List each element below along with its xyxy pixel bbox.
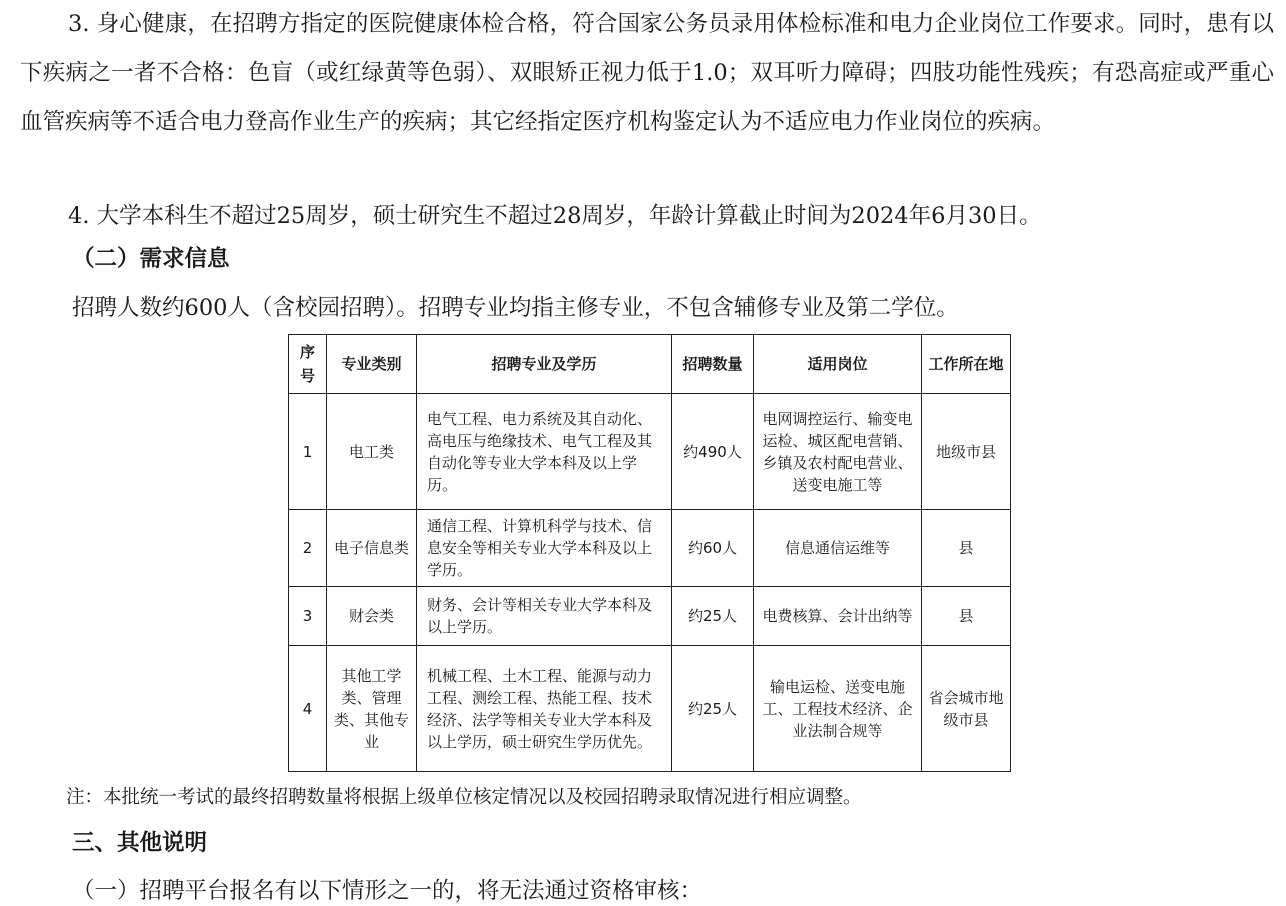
cell-category: 电工类 (327, 394, 417, 510)
cell-majors: 电气工程、电力系统及其自动化、高电压与绝缘技术、电气工程及其自动化等专业大学本科及以上学历。 (417, 394, 672, 510)
cell-count: 约25人 (672, 587, 754, 646)
cell-positions: 电网调控运行、输变电运检、城区配电营销、乡镇及农村配电营业、送变电施工等 (754, 394, 922, 510)
table-row (289, 394, 1011, 510)
cell-positions: 电费核算、会计出纳等 (754, 587, 922, 646)
demand-intro-text: 招聘人数约600人（含校园招聘）。招聘专业均指主修专业，不包含辅修专业及第二学位。 (72, 295, 959, 321)
cell-positions: 输电运检、送变电施工、工程技术经济、企业法制合规等 (754, 646, 922, 772)
cell-location: 县 (922, 510, 1011, 587)
cell-index: 1 (289, 394, 327, 510)
header-location: 工作所在地 (922, 335, 1011, 394)
header-index: 序号 (289, 335, 327, 394)
cell-category: 其他工学类、管理类、其他专业 (327, 646, 417, 772)
paragraph-age-requirement: 4. 大学本科生不超过25周岁，硕士研究生不超过28周岁，年龄计算截止时间为2024年6月30日。 (68, 203, 1042, 229)
cell-category: 电子信息类 (327, 510, 417, 587)
cell-index: 4 (289, 646, 327, 772)
cell-count: 约60人 (672, 510, 754, 587)
section-heading-demand-info: （二）需求信息 (72, 246, 230, 272)
cell-category: 财会类 (327, 587, 417, 646)
table-row (289, 587, 1011, 646)
section-heading-other-notes: 三、其他说明 (72, 830, 208, 856)
subsection-heading-registration: （一）招聘平台报名有以下情形之一的，将无法通过资格审核： (72, 878, 703, 904)
cell-count: 约25人 (672, 646, 754, 772)
recruitment-table (288, 334, 1011, 772)
header-majors: 招聘专业及学历 (417, 335, 672, 394)
cell-index: 2 (289, 510, 327, 587)
cell-location: 地级市县 (922, 394, 1011, 510)
table-header-row (289, 335, 1011, 394)
table-row (289, 646, 1011, 772)
cell-location: 县 (922, 587, 1011, 646)
cell-majors: 财务、会计等相关专业大学本科及以上学历。 (417, 587, 672, 646)
header-category: 专业类别 (327, 335, 417, 394)
cell-majors: 机械工程、土木工程、能源与动力工程、测绘工程、热能工程、技术经济、法学等相关专业大学本科及以上学历，硕士研究生学历优先。 (417, 646, 672, 772)
cell-count: 约490人 (672, 394, 754, 510)
header-count: 招聘数量 (672, 335, 754, 394)
table-footnote: 注：本批统一考试的最终招聘数量将根据上级单位核定情况以及校园招聘录取情况进行相应调整。 (66, 787, 862, 808)
cell-majors: 通信工程、计算机科学与技术、信息安全等相关专业大学本科及以上学历。 (417, 510, 672, 587)
cell-index: 3 (289, 587, 327, 646)
header-positions: 适用岗位 (754, 335, 922, 394)
table-row (289, 510, 1011, 587)
cell-positions: 信息通信运维等 (754, 510, 922, 587)
paragraph-health-requirement: 3. 身心健康，在招聘方指定的医院健康体检合格，符合国家公务员录用体检标准和电力企业岗位工作要求。同时，患有以下疾病之一者不合格：色盲（或红绿黄等色弱）、双眼矫正视力低于1.0；双耳听力障碍；四肢功能性残疾；有恐高症或严重心血管疾病等不适合电力登高作业生产的疾病；其它经指定医疗机构鉴定认为不适应电力作业岗位的疾病。 (20, 11, 1274, 135)
cell-location: 省会城市地级市县 (922, 646, 1011, 772)
